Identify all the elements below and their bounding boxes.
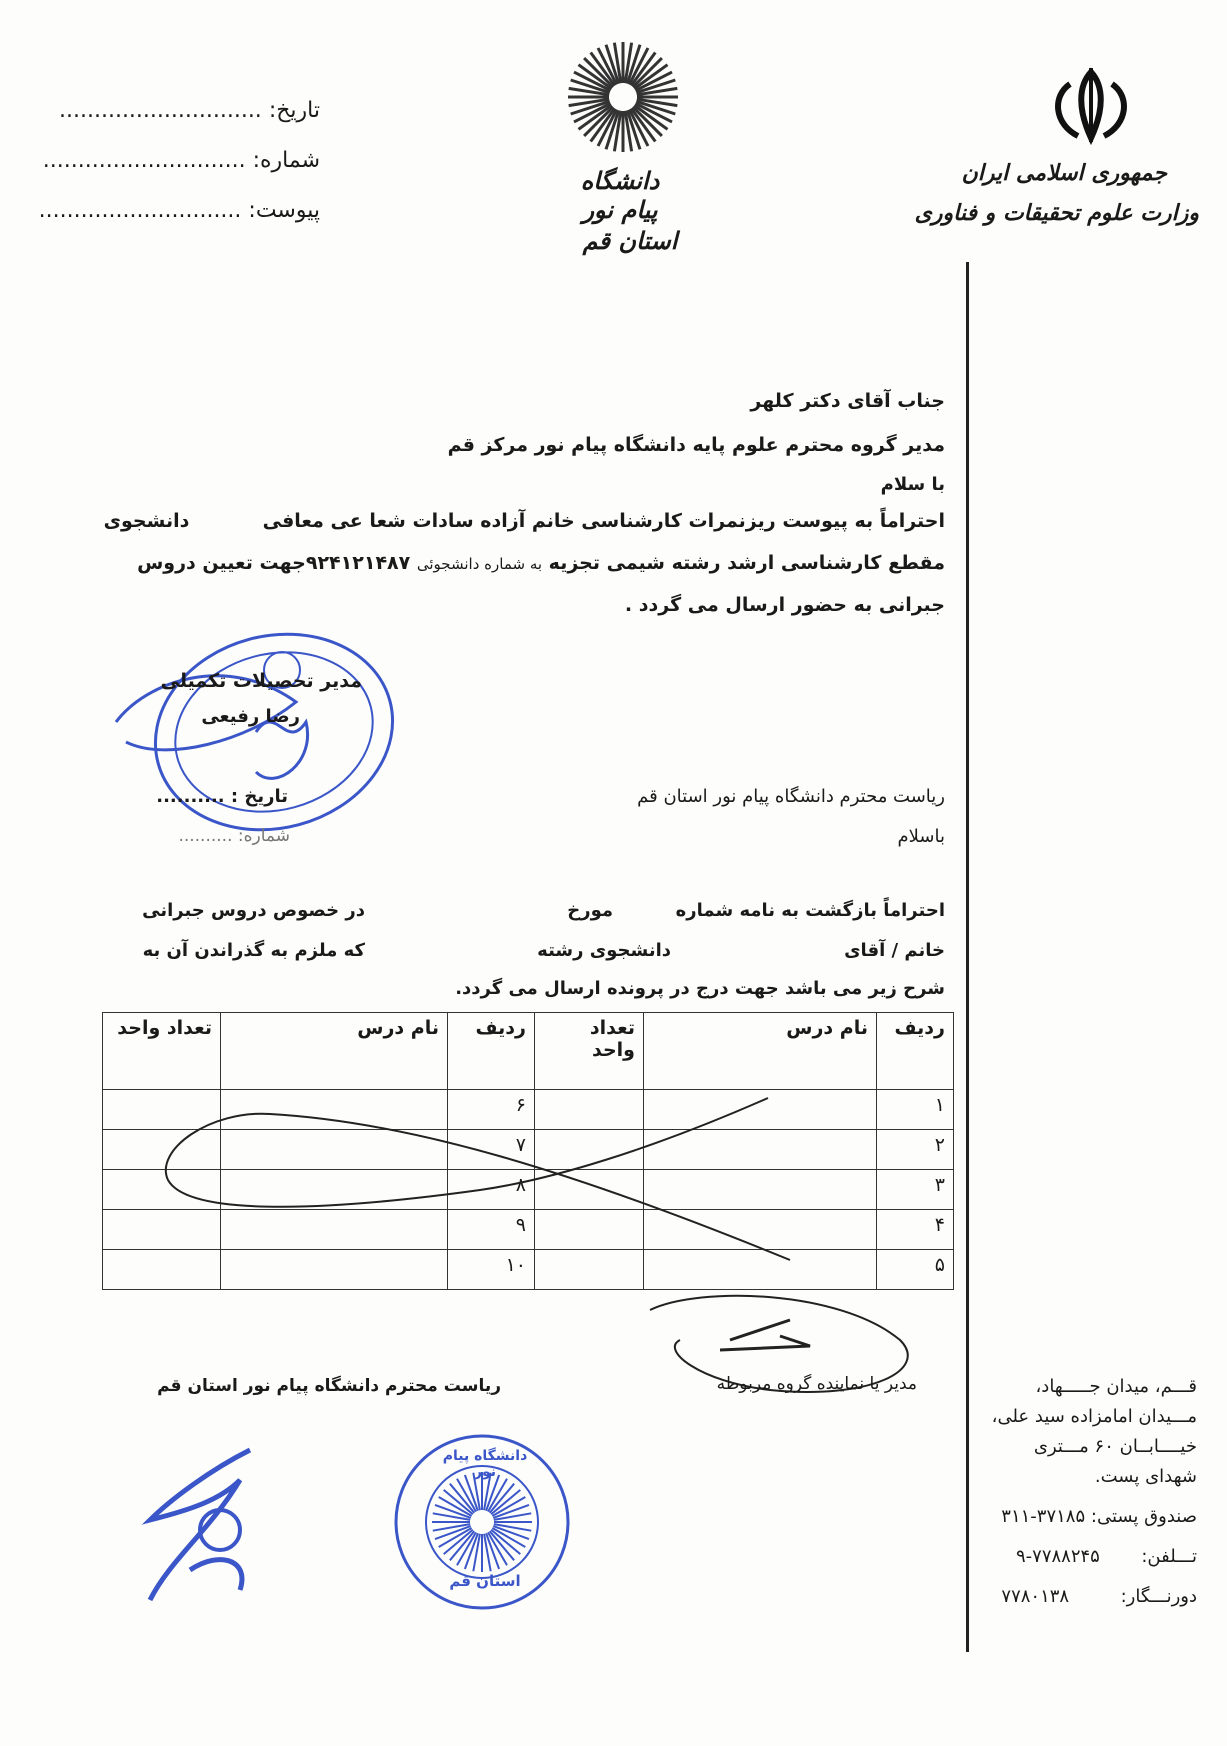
signature1-number-label: شماره: [237, 826, 290, 846]
attachment-field [38, 198, 320, 223]
stamp-bottom-text: استان قم [449, 1572, 521, 1590]
table-row [103, 1130, 954, 1170]
col-header-index-right: ردیف [877, 1013, 954, 1090]
sidebar-phone [1016, 1546, 1197, 1567]
letter1-body-line2 [115, 552, 945, 574]
signature1-date-label: تاریخ : [230, 786, 288, 807]
row-index-left: ۶ [448, 1090, 535, 1130]
fax-label: دورنـــگار: [1120, 1586, 1197, 1607]
postbox-label: صندوق پستی: [1090, 1506, 1197, 1527]
letter1-position: مدیر گروه محترم علوم پایه دانشگاه پیام نور مرکز قم [447, 434, 945, 456]
row-index-right: ۱ [877, 1090, 954, 1130]
letter1-recipient: جناب آقای دکتر کلهر [750, 390, 945, 412]
letter1-body-line2-c: جهت تعیین دروس [137, 552, 306, 574]
signature1-title: مدیر تحصیلات تکمیلی [160, 670, 362, 692]
university-name: دانشگاه پیام نور [580, 166, 660, 224]
letter1-body-line1 [103, 510, 945, 532]
presidency-signature [130, 1440, 280, 1620]
signature1-number [140, 826, 290, 846]
row-index-left: ۸ [448, 1170, 535, 1210]
row-index-right: ۲ [877, 1130, 954, 1170]
letter1-body-line1-b: دانشجوی [103, 510, 190, 532]
sidebar-address-line4: شهدای پست. [1094, 1466, 1197, 1487]
letter1-body-line2-a: مقطع کارشناسی ارشد رشته شیمی تجزیه [548, 552, 945, 574]
university-logo-icon [566, 40, 680, 154]
date-label: تاریخ: [268, 98, 320, 123]
ministry-line: وزارت علوم تحقیقات و فناوری [914, 200, 1199, 226]
letter2-line1-a: احتراماً بازگشت به نامه شماره [675, 900, 945, 921]
letter1-body-line3: جبرانی به حضور ارسال می گردد . [624, 594, 945, 616]
number-dots: ............................. [42, 148, 246, 173]
letter2-line1-b: مورخ [567, 900, 613, 921]
signature1-number-dots: .......... [178, 826, 233, 846]
graduate-office-stamp [106, 622, 396, 842]
courses-table [102, 1012, 954, 1290]
letter2-greeting: باسلام [897, 826, 945, 847]
sidebar-address-line3: خیــــابــان ۶۰ مـــتری [1033, 1436, 1197, 1457]
letter2-line2-a: خانم / آقای [844, 940, 945, 961]
date-dots: ............................. [59, 98, 262, 123]
col-header-course-left: نام درس [221, 1013, 448, 1090]
postbox-value: ۳۷۱۸۵-۳۱۱ [1001, 1506, 1086, 1527]
sidebar-postbox [1001, 1506, 1197, 1527]
row-index-right: ۴ [877, 1210, 954, 1250]
sidebar-divider [966, 262, 969, 1652]
row-index-left: ۷ [448, 1130, 535, 1170]
sidebar-address-line1: قـــم، میدان جـــــهاد، [1035, 1376, 1197, 1397]
col-header-units-left: تعداد واحد [103, 1013, 221, 1090]
col-header-units-right: تعداد واحد [535, 1013, 644, 1090]
group-manager-label: مدیر یا نماینده گروه مربوطه [716, 1374, 917, 1394]
phone-value: ۷۷۸۸۲۴۵-۹ [1016, 1546, 1100, 1567]
letter2-line3: شرح زیر می باشد جهت درج در پرونده ارسال می گردد. [455, 978, 945, 999]
student-number: ۹۲۴۱۲۱۴۸۷ [305, 552, 411, 574]
letter1-body-line1-a: احتراماً به پیوست ریزنمرات کارشناسی خانم آزاده سادات شعا عی معافی [262, 510, 945, 532]
col-header-course-right: نام درس [644, 1013, 877, 1090]
letter2-line2-b: دانشجوی رشته [537, 940, 671, 961]
university-province: استان قم [582, 226, 678, 255]
fax-value: ۷۷۸۰۱۳۸ [1001, 1586, 1070, 1607]
signature1-name: رضا رفیعی [201, 706, 300, 727]
country-line1: جمهوری اسلامی ایران [961, 160, 1167, 186]
letter1-body-line2-b: به شماره دانشجوئی [416, 555, 543, 573]
stamp-top-text: دانشگاه پیام نور [442, 1448, 528, 1480]
number-label: شماره: [252, 148, 320, 173]
row-index-right: ۵ [877, 1250, 954, 1290]
table-header-row [103, 1013, 954, 1090]
presidency-label: ریاست محترم دانشگاه پیام نور استان قم [157, 1376, 501, 1396]
number-field [42, 148, 320, 173]
sidebar-address-line2: مـــیدان امامزاده سید علی، [991, 1406, 1197, 1427]
letter2-line1-c: در خصوص دروس جبرانی [142, 900, 365, 921]
phone-label: تـــلفن: [1141, 1546, 1197, 1567]
letter2-line2-c: که ملزم به گذراندن آن به [142, 940, 365, 961]
table-row [103, 1170, 954, 1210]
letter1-greeting: با سلام [880, 474, 945, 495]
sidebar-fax [1001, 1586, 1197, 1607]
signature1-date-dots: .......... [156, 786, 225, 807]
table-row [103, 1250, 954, 1290]
row-index-left: ۱۰ [448, 1250, 535, 1290]
signature1-date [128, 786, 288, 807]
row-index-left: ۹ [448, 1210, 535, 1250]
table-row [103, 1210, 954, 1250]
iran-emblem-icon [1048, 66, 1134, 146]
col-header-index-left: ردیف [448, 1013, 535, 1090]
table-row [103, 1090, 954, 1130]
row-index-right: ۳ [877, 1170, 954, 1210]
letter2-addressee: ریاست محترم دانشگاه پیام نور استان قم [637, 786, 945, 807]
attachment-label: پیوست: [248, 198, 320, 223]
date-field [59, 98, 320, 123]
attachment-dots: ............................. [38, 198, 242, 223]
